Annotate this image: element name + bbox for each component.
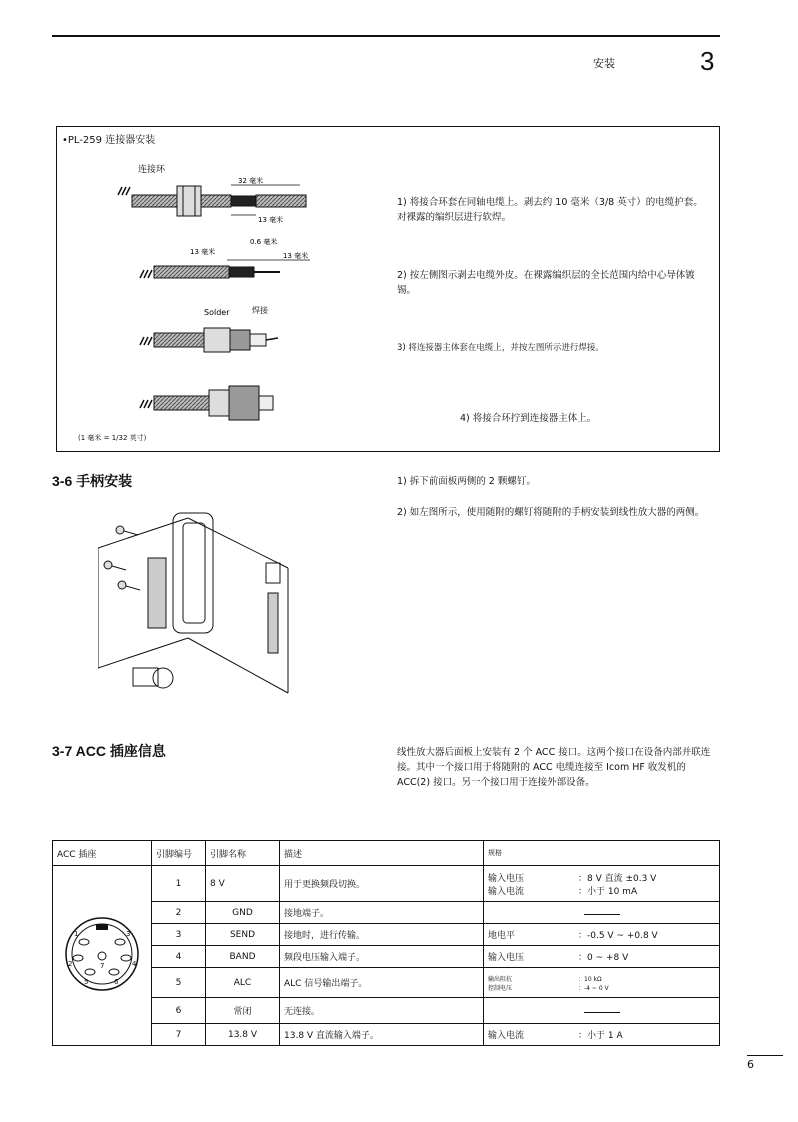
pl259-diagram (100, 150, 330, 430)
pl259-step-3: 3) 将连接器主体套在电缆上，并按左图所示进行焊接。 (397, 343, 604, 353)
pin-desc: 13.8 V 直流输入端子。 (280, 1024, 484, 1046)
acc-table (52, 840, 720, 1046)
svg-text:7: 7 (100, 962, 105, 970)
pl259-step-1: 1) 将接合环套在同轴电缆上。剥去约 10 毫米（3/8 英寸）的电缆护套。对裸露的编织层进行软焊。 (397, 197, 703, 223)
pin-number: 1 (152, 866, 206, 902)
col-header-name: 引脚名称 (206, 841, 280, 866)
coupling-ring-label: 连接环 (138, 165, 166, 175)
pin-number: 6 (152, 998, 206, 1024)
acc-socket-icon (62, 914, 142, 994)
pin-name: GND (206, 902, 280, 924)
pin-spec-empty (484, 902, 720, 924)
pl259-footnote: (1 毫米 = 1/32 英寸) (78, 434, 147, 442)
dim-13c: 13 毫米 (283, 252, 309, 260)
pin-desc: 无连接。 (280, 998, 484, 1024)
svg-text:5: 5 (84, 978, 89, 986)
solder-en: Solder (204, 308, 230, 317)
pin-spec-empty (484, 998, 720, 1024)
col-header-spec: 规格 (484, 841, 720, 866)
page-number-rule (747, 1055, 783, 1056)
pin-number: 2 (152, 902, 206, 924)
step4-figure (140, 386, 273, 420)
sec36-step-1: 1) 拆下前面板两侧的 2 颗螺钉。 (397, 476, 536, 487)
dim-06: 0.6 毫米 (250, 238, 278, 246)
pin-name: BAND (206, 946, 280, 968)
pl259-step-4: 4) 将接合环拧到连接器主体上。 (460, 413, 597, 424)
pin-spec: 输入电压 ：8 V 直流 ±0.3 V 输入电流 ：小于 10 mA (484, 866, 720, 902)
pin-desc: 接地端子。 (280, 902, 484, 924)
pin-desc: 接地时，进行传输。 (280, 924, 484, 946)
step2-figure (140, 237, 310, 278)
pin-spec: 输入电流 ：小于 1 A (484, 1024, 720, 1046)
pin-number: 4 (152, 946, 206, 968)
acc-socket-cell (53, 866, 152, 1046)
pin-desc: ALC 信号输出端子。 (280, 968, 484, 998)
dim-32: 32 毫米 (238, 177, 264, 185)
table-header-row (53, 841, 720, 866)
svg-text:4: 4 (132, 960, 137, 968)
sec37-text: 线性放大器后面板上安装有 2 个 ACC 接口。这两个接口在设备内部并联连接。其中一个接口用于将随附的 ACC 电缆连接至 Icom HF 收发机的 ACC(2) 接口。另一个接口用于连接外部设备。 (397, 747, 711, 788)
svg-text:2: 2 (68, 960, 73, 968)
pin-name: 8 V (206, 866, 280, 902)
pin-name: SEND (206, 924, 280, 946)
step1-figure (118, 176, 306, 224)
col-header-socket: ACC 插座 (53, 841, 152, 866)
pin-name: 13.8 V (206, 1024, 280, 1046)
page-number: 6 (747, 1058, 754, 1071)
sec36-step-2: 2) 如左图所示，使用随附的螺钉将随附的手柄安装到线性放大器的两侧。 (397, 507, 705, 518)
pin-name: ALC (206, 968, 280, 998)
dim-13b: 13 毫米 (190, 248, 216, 256)
pl259-step-2: 2) 按左侧图示剥去电缆外皮。在裸露编织层的全长范围内给中心导体镀锡。 (397, 270, 695, 296)
table-row (53, 1024, 720, 1046)
pin-desc: 频段电压输入端子。 (280, 946, 484, 968)
table-row (53, 968, 720, 998)
dim-13a: 13 毫米 (258, 216, 284, 224)
handle-diagram (98, 508, 298, 698)
pin-spec: 输入电压 ：0 ~ +8 V (484, 946, 720, 968)
col-header-pin: 引脚编号 (152, 841, 206, 866)
step3-figure (140, 305, 278, 352)
pl259-title: •PL-259 连接器安装 (62, 135, 156, 146)
header-rule (52, 35, 720, 37)
pin-spec: 输出阻抗 ：10 kΩ 控制电压 ：-4 ~ 0 V (484, 968, 720, 998)
col-header-desc: 描述 (280, 841, 484, 866)
sec36-title: 3-6 手柄安装 (52, 473, 133, 489)
chapter-number: 3 (700, 46, 715, 76)
pin-number: 3 (152, 924, 206, 946)
solder-cn: 焊接 (252, 306, 268, 315)
table-row (53, 902, 720, 924)
svg-text:1: 1 (74, 930, 79, 938)
table-row (53, 866, 720, 902)
table-row (53, 998, 720, 1024)
pin-number: 5 (152, 968, 206, 998)
pin-desc: 用于更换频段切换。 (280, 866, 484, 902)
pin-spec: 地电平 ：-0.5 V ~ +0.8 V (484, 924, 720, 946)
svg-text:3: 3 (126, 930, 131, 938)
pin-name: 常闭 (206, 998, 280, 1024)
table-row (53, 946, 720, 968)
pin-number: 7 (152, 1024, 206, 1046)
sec37-title: 3-7 ACC 插座信息 (52, 743, 166, 759)
svg-text:6: 6 (114, 978, 119, 986)
table-row (53, 924, 720, 946)
header-section-title: 安装 (593, 57, 615, 70)
